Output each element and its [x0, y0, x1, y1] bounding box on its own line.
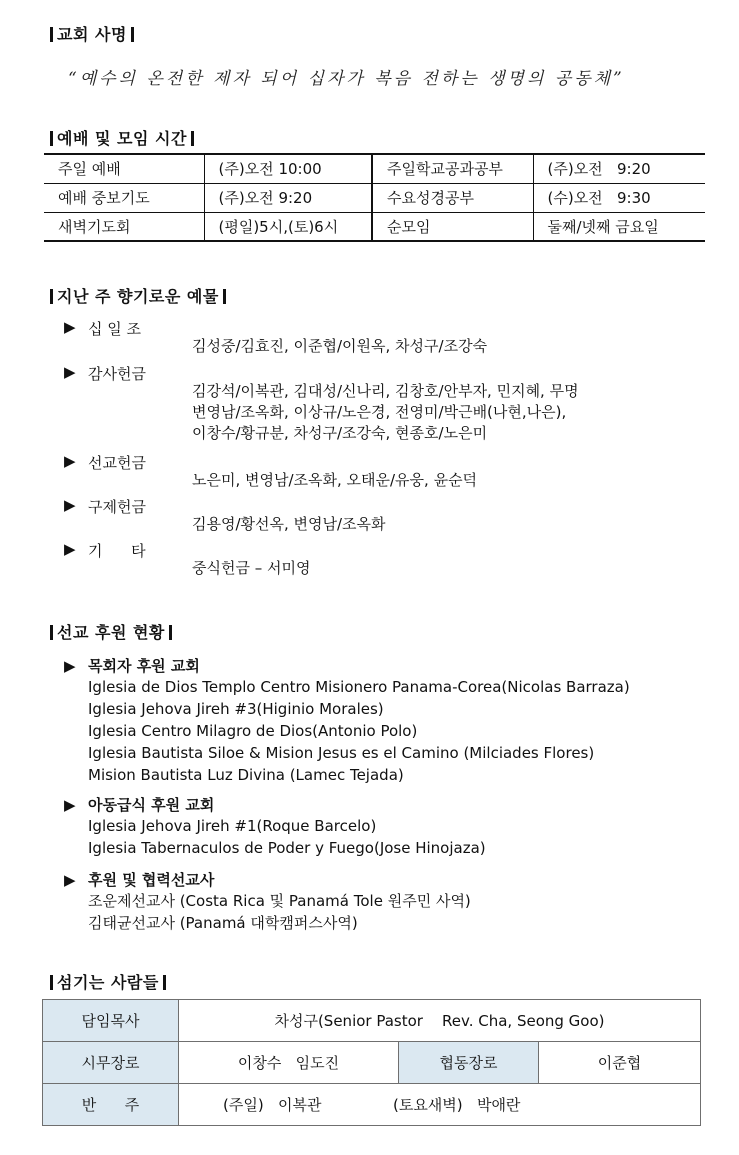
offering-names: 김용영/황선옥, 변영남/조옥화 [192, 515, 386, 533]
schedule-time: (주)오전 9:20 [204, 183, 372, 212]
schedule-event: 순모임 [372, 212, 533, 241]
worship-schedule-table [44, 153, 705, 242]
schedule-event: 수요성경공부 [372, 183, 533, 212]
offering-row-thanks [64, 363, 579, 442]
schedule-time: 둘째/넷째 금요일 [547, 217, 659, 236]
mission-group-heading: ▶ 목회자 후원 교회 [64, 657, 200, 675]
heading-bar [223, 289, 226, 304]
triangle-bullet-icon: ▶ [64, 496, 76, 514]
table-row [44, 154, 705, 183]
list-item: 김태균선교사 (Panamá 대학캠퍼스사역) [88, 914, 358, 932]
staff-value: (주일) 이복관 (토요새벽) 박애란 [179, 1084, 701, 1126]
triangle-bullet-icon: ▶ [64, 871, 76, 889]
list-item: Iglesia Tabernaculos de Poder y Fuego(Jose Hinojaza) [88, 839, 486, 857]
schedule-event: 새벽기도회 [44, 212, 204, 241]
section-heading-servants: 섬기는 사람들 [46, 970, 170, 993]
staff-value: 차성구(Senior Pastor Rev. Cha, Seong Goo) [179, 1000, 701, 1042]
staff-label: 담임목사 [43, 1000, 179, 1042]
schedule-time: (주)오전 9:20 [533, 154, 705, 183]
offering-names: 중식헌금 – 서미영 [192, 559, 311, 577]
church-motto: “예수의 온전한 제자 되어 십자가 복음 전하는 생명의 공동체” [68, 69, 625, 89]
staff-label: 협동장로 [399, 1042, 539, 1084]
offering-row-tithe [64, 318, 488, 355]
triangle-bullet-icon: ▶ [64, 540, 76, 558]
schedule-time: (평일)5시,(토)6시 [204, 212, 372, 241]
offering-category: 선교헌금 [88, 454, 146, 472]
heading-bar [50, 625, 53, 640]
heading-bar [131, 27, 134, 42]
staff-label: 시무장로 [43, 1042, 179, 1084]
triangle-bullet-icon: ▶ [64, 796, 76, 814]
mission-group-pastors [64, 655, 630, 786]
offering-category: 기 타 [88, 542, 146, 560]
list-item: 조운제선교사 (Costa Rica 및 Panamá Tole 원주민 사역) [88, 892, 471, 910]
offering-row-other [64, 540, 311, 577]
schedule-event: 예배 중보기도 [44, 183, 204, 212]
offering-row-mission [64, 452, 478, 489]
list-item: Iglesia de Dios Templo Centro Misionero Panama-Corea(Nicolas Barraza) [88, 678, 630, 696]
mission-group-heading: ▶ 후원 및 협력선교사 [64, 871, 215, 889]
offering-category: 십 일 조 [88, 320, 142, 338]
heading-bar [191, 131, 194, 146]
mission-group-heading: ▶ 아동급식 후원 교회 [64, 796, 215, 814]
schedule-event: 주일 예배 [44, 154, 204, 183]
triangle-bullet-icon: ▶ [64, 657, 76, 675]
mission-group-missionaries [64, 869, 471, 934]
offering-names: 김강석/이복관, 김대성/신나리, 김창호/안부자, 민지혜, 무명 변영남/조옥화, 이상규/노은경, 전영미/박근배(나현,나은), 이창수/황규분, 차성구/조강숙, 현종호/노은미 [192, 382, 579, 442]
triangle-bullet-icon: ▶ [64, 318, 76, 336]
offering-category: 구제헌금 [88, 498, 146, 516]
heading-bar [169, 625, 172, 640]
triangle-bullet-icon: ▶ [64, 452, 76, 470]
schedule-event: 주일학교공과공부 [372, 154, 533, 183]
offering-names: 노은미, 변영남/조옥화, 오태운/유웅, 윤순덕 [192, 471, 478, 489]
staff-label: 반 주 [43, 1084, 179, 1126]
table-row [43, 1042, 701, 1084]
list-item: Iglesia Jehova Jireh #3(Higinio Morales) [88, 700, 384, 718]
section-heading-offerings: 지난 주 향기로운 예물 [46, 284, 230, 307]
section-heading-motto: 교회 사명 [46, 22, 138, 45]
heading-bar [163, 975, 166, 990]
heading-bar [50, 289, 53, 304]
list-item: Mision Bautista Luz Divina (Lamec Tejada) [88, 766, 404, 784]
table-row [43, 1084, 701, 1126]
mission-group-items [64, 890, 471, 934]
offering-row-relief [64, 496, 386, 533]
mission-group-children [64, 794, 486, 859]
table-row [43, 1000, 701, 1042]
heading-bar [50, 131, 53, 146]
triangle-bullet-icon: ▶ [64, 363, 76, 381]
list-item: Iglesia Jehova Jireh #1(Roque Barcelo) [88, 817, 377, 835]
staff-value: 이창수 임도진 [179, 1042, 399, 1084]
table-row [44, 183, 705, 212]
staff-value: 이준협 [539, 1042, 701, 1084]
schedule-time: (주)오전 10:00 [204, 154, 372, 183]
schedule-time: (수)오전 9:30 [533, 183, 705, 212]
mission-group-items [64, 815, 486, 859]
section-heading-worship: 예배 및 모임 시간 [46, 126, 198, 149]
mission-group-items [64, 676, 630, 786]
table-row [44, 212, 705, 241]
list-item: Iglesia Bautista Siloe & Mision Jesus es el Camino (Milciades Flores) [88, 744, 595, 762]
section-heading-mission: 선교 후원 현황 [46, 620, 176, 643]
heading-bar [50, 27, 53, 42]
offering-names: 김성중/김효진, 이준협/이원옥, 차성구/조강숙 [192, 337, 488, 355]
list-item: Iglesia Centro Milagro de Dios(Antonio Polo) [88, 722, 418, 740]
heading-bar [50, 975, 53, 990]
offering-category: 감사헌금 [88, 365, 146, 383]
staff-table [42, 999, 701, 1126]
